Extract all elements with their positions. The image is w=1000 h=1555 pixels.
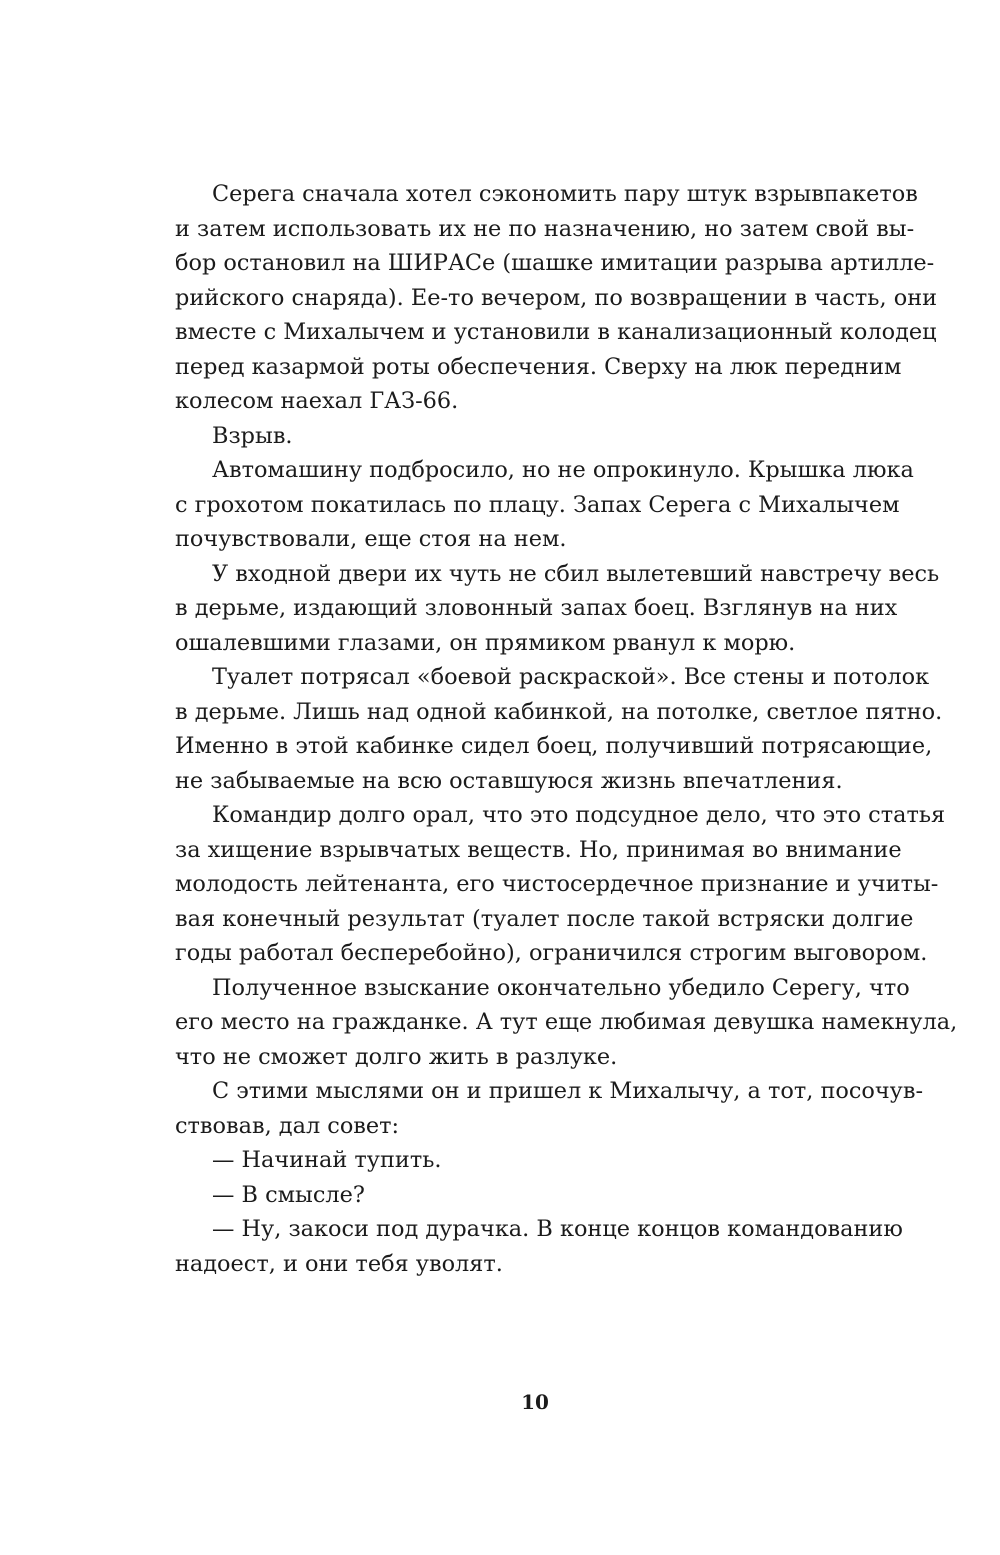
page-number: 10: [521, 1390, 549, 1414]
text-line: в дерьме, издающий зловонный запах боец. Взглянув на них: [175, 595, 898, 621]
text-line: в дерьме. Лишь над одной кабинкой, на потолке, светлое пятно.: [175, 698, 943, 725]
text-line: Командир долго орал, что это подсудное дело, что это статья: [212, 802, 946, 828]
paragraph: [175, 453, 914, 557]
text-line: за хищение взрывчатых веществ. Но, принимая во внимание: [175, 836, 902, 863]
text-line: что не сможет долго жить в разлуке.: [175, 1043, 618, 1070]
text-line: вая конечный результат (туалет после такой встряски долгие: [175, 905, 914, 932]
text-line: его место на гражданке. А тут еще любимая девушка намекнула,: [175, 1009, 958, 1035]
text-line: бор остановил на ШИРАСе (шашке имитации разрыва артилле-: [175, 250, 935, 276]
body-text: [175, 177, 958, 1281]
text-line: ствовав, дал совет:: [175, 1112, 400, 1139]
dialogue-line: [175, 1212, 903, 1281]
dialogue-line: [175, 1178, 897, 1213]
text-line: ошалевшими глазами, он прямиком рванул к морю.: [175, 629, 796, 656]
text-line: рийского снаряда). Ее-то вечером, по возвращении в часть, они: [175, 284, 938, 311]
dialogue-line: [175, 1143, 897, 1178]
paragraph: [175, 1074, 924, 1143]
text-line: годы работал бесперебойно), ограничился строгим выговором.: [175, 940, 928, 966]
text-line: Туалет потрясал «боевой раскраской». Все стены и потолок: [212, 664, 930, 690]
text-line: почувствовали, еще стоя на нем.: [175, 526, 567, 552]
paragraph: [175, 971, 958, 1075]
text-line: Взрыв.: [212, 422, 293, 449]
text-line: и затем использовать их не по назначению, но затем свой вы-: [175, 215, 915, 242]
text-line: надоест, и они тебя уволят.: [175, 1250, 503, 1277]
text-line: Серега сначала хотел сэкономить пару штук взрывпакетов: [212, 181, 918, 207]
text-line: Полученное взыскание окончательно убедило Серегу, что: [212, 974, 910, 1001]
text-line: с грохотом покатилась по плацу. Запах Серега с Михалычем: [175, 491, 900, 518]
text-line: — В смысле?: [212, 1181, 365, 1208]
text-line: не забываемые на всю оставшуюся жизнь впечатления.: [175, 767, 843, 794]
paragraph: [175, 419, 897, 454]
text-line: перед казармой роты обеспечения. Сверху на люк передним: [175, 353, 902, 380]
text-line: — Ну, закоси под дурачка. В конце концов командованию: [212, 1216, 903, 1242]
paragraph: [175, 177, 938, 419]
text-line: У входной двери их чуть не сбил вылетевший навстречу весь: [212, 560, 940, 587]
text-line: колесом наехал ГАЗ-66.: [175, 388, 459, 414]
text-line: Автомашину подбросило, но не опрокинуло. Крышка люка: [212, 457, 914, 483]
paragraph: [175, 798, 946, 971]
paragraph: [175, 557, 940, 661]
text-line: молодость лейтенанта, его чистосердечное признание и учиты-: [175, 871, 939, 897]
text-line: — Начинай тупить.: [212, 1147, 442, 1173]
text-line: С этими мыслями он и пришел к Михалычу, а тот, посочув-: [212, 1078, 924, 1104]
paragraph: [175, 660, 943, 798]
text-line: вместе с Михалычем и установили в канализационный колодец: [175, 319, 937, 345]
text-line: Именно в этой кабинке сидел боец, получивший потрясающие,: [175, 733, 933, 759]
